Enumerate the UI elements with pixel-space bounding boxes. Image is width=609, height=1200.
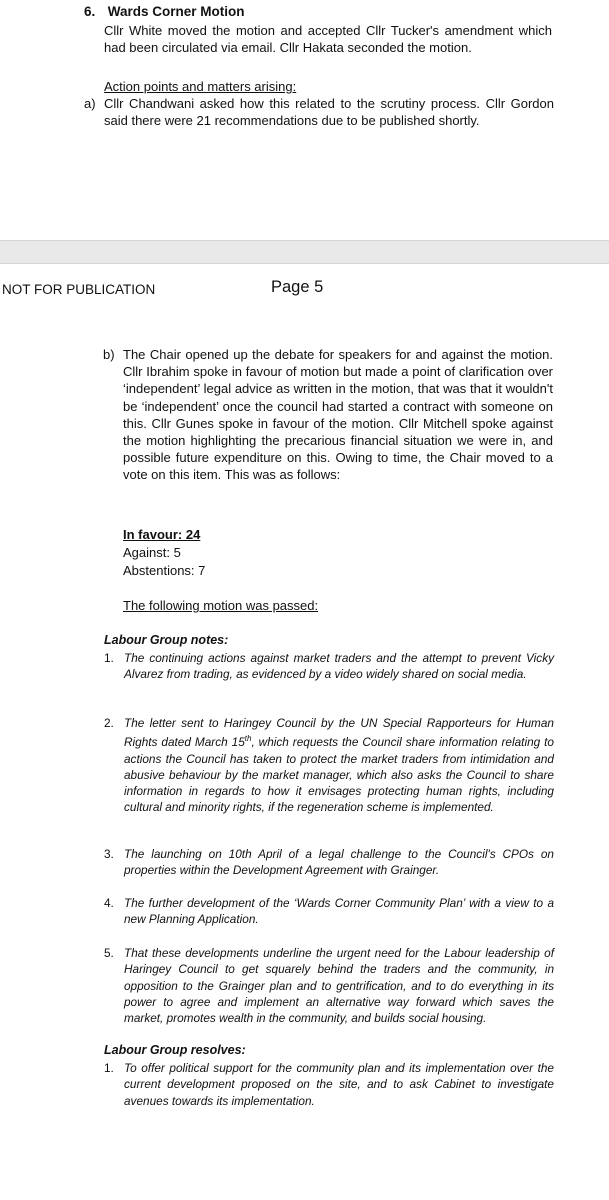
- note-number: 5.: [104, 946, 114, 960]
- note-item: [104, 895, 554, 928]
- note-text: The continuing actions against market traders and the attempt to prevent Vicky Alvarez from trading, as evidenced by a video widely shared on social media.: [124, 651, 554, 682]
- page-gap: [0, 240, 609, 264]
- note-item: [104, 715, 554, 816]
- note-text-before: The letter sent to Haringey Council by the UN Special Rapporteurs for Human Rights dated March 15: [124, 716, 554, 750]
- motion-passed-heading: The following motion was passed:: [123, 598, 319, 613]
- note-number: 4.: [104, 896, 114, 910]
- point-b-label: b): [103, 347, 115, 362]
- resolve-number: 1.: [104, 1061, 114, 1075]
- note-text-after: , which requests the Council share information relating to actions the Council has taken to protect the market traders from intimidation and abusive behaviour by the market manager, which also asks the Council to share information in regards to how it envisages protecting human rights, including cultural and minority rights, if the regeneration scheme is implemented.: [124, 735, 554, 815]
- vote-against: Against: 5: [123, 545, 181, 560]
- point-a: [84, 95, 554, 129]
- not-for-publication: NOT FOR PUBLICATION: [2, 282, 156, 297]
- point-a-label: a): [84, 96, 96, 111]
- note-number: 2.: [104, 716, 114, 730]
- note-text: [124, 715, 554, 816]
- section-heading: [84, 4, 245, 19]
- note-text: The launching on 10th April of a legal challenge to the Council's CPOs on properties within the Development Agreement with Grainger.: [124, 847, 554, 878]
- labour-group-resolves-heading: Labour Group resolves:: [104, 1043, 246, 1057]
- note-text: That these developments underline the urgent need for the Labour leadership of Haringey Council to get squarely behind the traders and the community, in opposition to the Grainger plan and to gentrification, and to do everything in its power to agree and implement an alternative way forward which saves the market, promotes wealth in the community, and builds social housing.: [124, 946, 554, 1026]
- section-intro: Cllr White moved the motion and accepted Cllr Tucker's amendment which had been circulated via email. Cllr Hakata seconded the motion.: [104, 23, 552, 55]
- note-item: [104, 650, 554, 683]
- vote-abstentions: Abstentions: 7: [123, 563, 206, 578]
- note-text: The further development of the ‘Wards Corner Community Plan’ with a view to a new Planning Application.: [124, 896, 554, 927]
- note-text-sup: th: [244, 734, 252, 744]
- vote-in-favour: In favour: 24: [123, 527, 201, 542]
- section-number: 6.: [84, 4, 96, 19]
- note-item: [104, 846, 554, 879]
- point-b-text: The Chair opened up the debate for speakers for and against the motion. Cllr Ibrahim spoke in favour of motion but made a point of clarification over ‘independent’ legal advice as written in the motion, that was that it wouldn't be ‘independent’ once the council had started a contract with someone on this. Cllr Gunes spoke in favour of the motion. Cllr Mitchell spoke against the motion highlighting the precarious financial situation we were in, and possible future expenditure on this. Owing to time, the Chair moved to a vote on this item. This was as follows:: [123, 347, 553, 483]
- point-a-text: Cllr Chandwani asked how this related to the scrutiny process. Cllr Gordon said there were 21 recommendations due to be published shortly.: [104, 96, 554, 128]
- note-item: [104, 945, 554, 1026]
- page-number: Page 5: [271, 278, 324, 296]
- note-number: 3.: [104, 847, 114, 861]
- section-title: Wards Corner Motion: [107, 4, 245, 19]
- resolve-text: To offer political support for the community plan and its implementation over the current development proposed on the site, and to ask Cabinet to investigate avenues towards its implementation.: [124, 1061, 554, 1108]
- labour-group-notes-heading: Labour Group notes:: [104, 633, 229, 647]
- resolve-item: [104, 1060, 554, 1109]
- point-b: [103, 346, 553, 484]
- action-points-heading: Action points and matters arising:: [104, 79, 297, 94]
- note-number: 1.: [104, 651, 114, 665]
